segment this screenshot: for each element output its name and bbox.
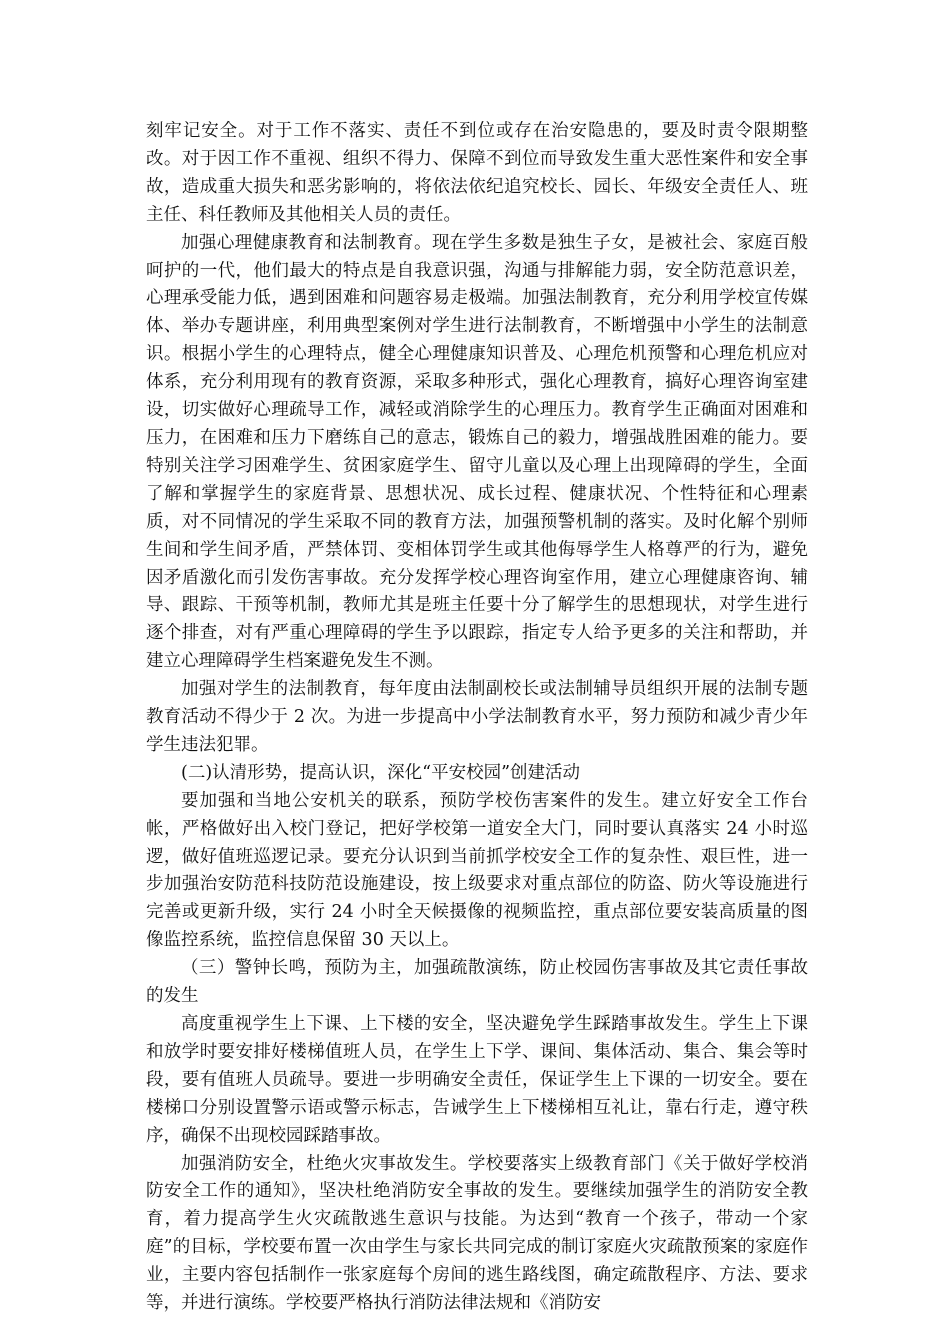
paragraph-continuation: 刻牢记安全。对于工作不落实、责任不到位或存在治安隐患的，要及时责令限期整改。对于因工作不重视、组织不得力、保障不到位而导致发生重大恶性案件和安全事故，造成重大损失和恶劣影响的，将依法依纪追究校长、园长、年级安全责任人、班主任、科任教师及其他相关人员的责任。 [146,121,808,225]
paragraph-psychology-law-education: 加强心理健康教育和法制教育。现在学生多数是独生子女，是被社会、家庭百般呵护的一代，他们最大的特点是自我意识强，沟通与排解能力弱，安全防范意识差，心理承受能力低，遇到困难和问题容易走极端。加强法制教育，充分利用学校宣传媒体、举办专题讲座，利用典型案例对学生进行法制教育，不断增强中小学生的法制意识。根据小学生的心理特点，健全心理健康知识普及、心理危机预警和心理危机应对体系，充分利用现有的教育资源，采取多种形式，强化心理教育，搞好心理咨询室建设，切实做好心理疏导工作，减轻或消除学生的心理压力。教育学生正确面对困难和压力，在困难和压力下磨练自己的意志，锻炼自己的毅力，增强战胜困难的能力。要特别关注学习困难学生、贫困家庭学生、留守儿童以及心理上出现障碍的学生，全面了解和掌握学生的家庭背景、思想状况、成长过程、健康状况、个性特征和心理素质，对不同情况的学生采取不同的教育方法，加强预警机制的落实。及时化解个别师生间和学生间矛盾，严禁体罚、变相体罚学生或其他侮辱学生人格尊严的行为，避免因矛盾激化而引发伤害事故。充分发挥学校心理咨询室作用，建立心理健康咨询、辅导、跟踪、干预等机制，教师尤其是班主任要十分了解学生的思想现状，对学生进行逐个排查，对有严重心理障碍的学生予以跟踪，指定专人给予更多的关注和帮助，并建立心理障碍学生档案避免发生不测。 [146,232,808,672]
paragraph-police-cooperation: 要加强和当地公安机关的联系，预防学校伤害案件的发生。建立好安全工作台帐，严格做好出入校门登记，把好学校第一道安全大门，同时要认真落实 24 小时巡逻，做好值班巡逻记录。要充分认识到当前抓学校安全工作的复杂性、艰巨性，进一步加强治安防范科技防范设施建设，按上级要求对重点部位的防盗、防火等设施进行完善或更新升级，实行 24 小时全天候摄像的视频监控，重点部位要安装高质量的图像监控系统，监控信息保留 30 天以上。 [146,790,808,951]
paragraph-fire-safety: 加强消防安全，杜绝火灾事故发生。学校要落实上级教育部门《关于做好学校消防安全工作的通知》，坚决杜绝消防安全事故的发生。要继续加强学生的消防安全教育，着力提高学生火灾疏散逃生意识与技能。为达到“教育一个孩子，带动一个家庭”的目标，学校要布置一次由学生与家长共同完成的制订家庭火灾疏散预案的家庭作业，主要内容包括制作一张家庭每个房间的逃生路线图，确定疏散程序、方法、要求等，并进行演练。学校要严格执行消防法律法规和《消防安 [146,1153,808,1314]
section-heading-2: (二)认清形势，提高认识，深化“平安校园”创建活动 [181,762,581,783]
section-heading-3: （三）警钟长鸣，预防为主，加强疏散演练，防止校园伤害事故及其它责任事故的发生 [146,958,808,1007]
paragraph-stair-safety: 高度重视学生上下课、上下楼的安全，坚决避免学生踩踏事故发生。学生上下课和放学时要安排好楼梯值班人员，在学生上下学、课间、集体活动、集合、集会等时段，要有值班人员疏导。要进一步明确安全责任，保证学生上下课的一切安全。要在楼梯口分别设置警示语或警示标志，告诫学生上下楼梯相互礼让，靠右行走，遵守秩序，确保不出现校园踩踏事故。 [146,1014,808,1146]
document-body [146,118,808,1318]
paragraph-legal-education: 加强对学生的法制教育，每年度由法制副校长或法制辅导员组织开展的法制专题教育活动不得少于 2 次。为进一步提高中小学法制教育水平，努力预防和减少青少年学生违法犯罪。 [146,679,808,755]
